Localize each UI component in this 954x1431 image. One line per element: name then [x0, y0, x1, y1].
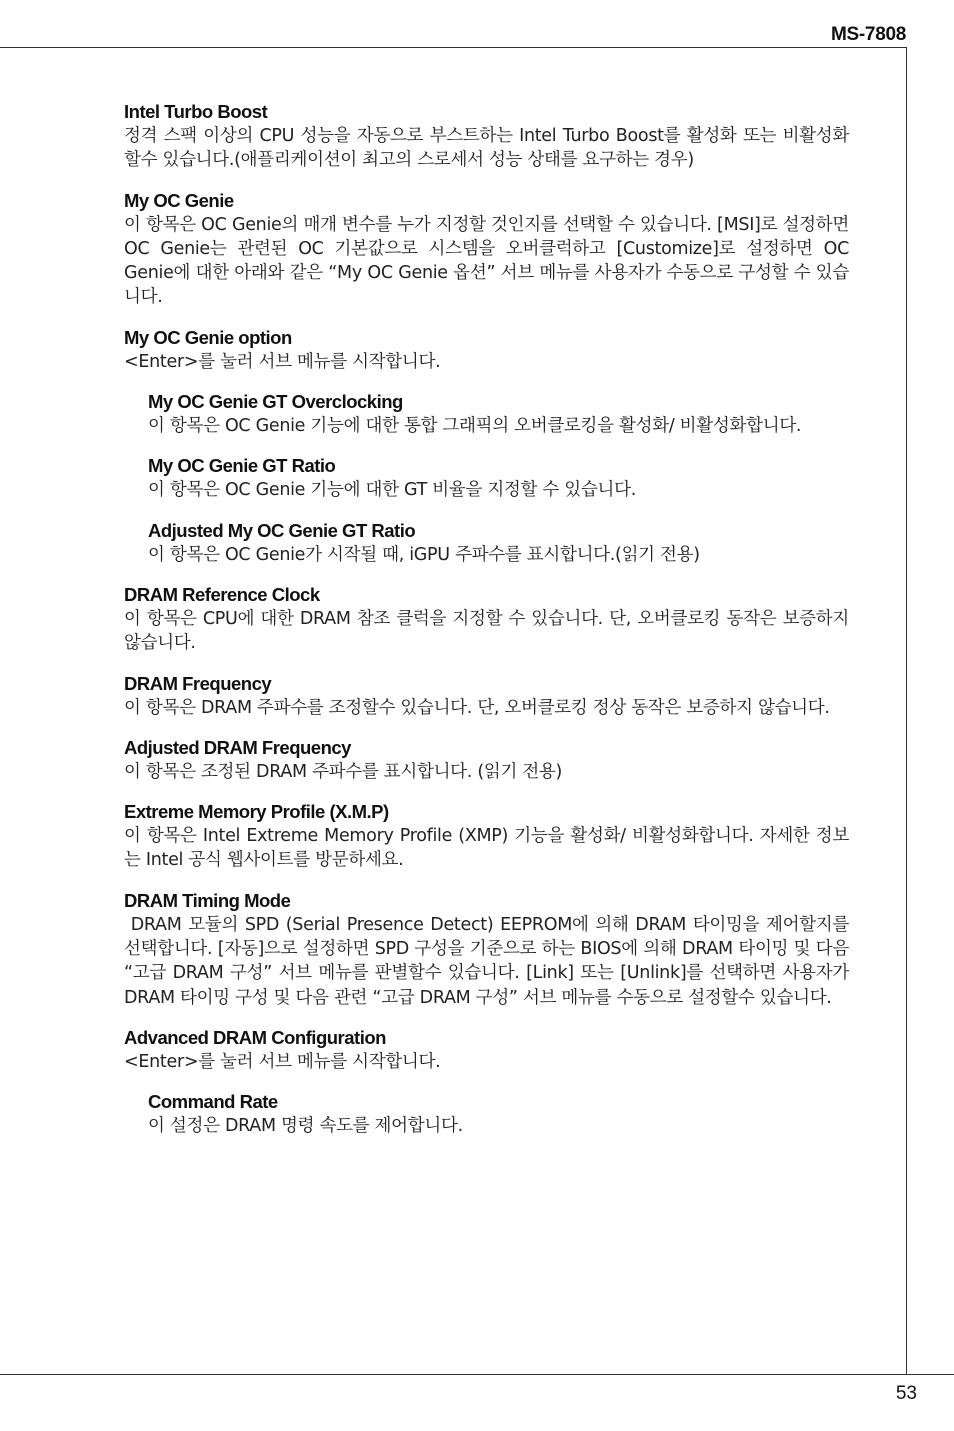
section-body: 이 항목은 CPU에 대한 DRAM 참조 클럭을 지정할 수 있습니다. 단, 오버클로킹 동작은 보증하지 않습니다.: [124, 608, 849, 654]
right-margin-rule: [906, 47, 907, 1374]
section-my-oc-genie: [124, 189, 849, 310]
section-title: Adjusted My OC Genie GT Ratio: [148, 519, 416, 541]
page-number: 53: [895, 1383, 917, 1404]
section-intel-turbo-boost: [124, 100, 849, 173]
section-body: 이 항목은 Intel Extreme Memory Profile (XMP) 기능을 활성화/ 비활성화합니다. 자세한 정보는 Intel 공식 웹사이트를 방문하세요.: [124, 826, 849, 871]
section-body: <Enter>를 눌러 서브 메뉴를 시작합니다.: [124, 1051, 441, 1072]
subsection-adjusted-gt-ratio: [148, 519, 849, 567]
section-body: 정격 스팩 이상의 CPU 성능을 자동으로 부스트하는 Intel Turbo Boost를 활성화 또는 비활성화 할수 있습니다.(애플리케이션이 최고의 스로세서 성능 상태를 요구하는 경우): [124, 126, 849, 171]
manual-model-header: MS-7808: [831, 24, 906, 45]
section-title: Adjusted DRAM Frequency: [124, 736, 351, 758]
section-body: 이 항목은 OC Genie 기능에 대한 GT 비율을 지정할 수 있습니다.: [148, 480, 636, 501]
section-dram-reference-clock: [124, 583, 849, 656]
section-title: My OC Genie GT Overclocking: [148, 391, 403, 413]
section-body: <Enter>를 눌러 서브 메뉴를 시작합니다.: [124, 351, 441, 372]
section-body: 이 설정은 DRAM 명령 속도를 제어합니다.: [148, 1116, 463, 1137]
section-title: Extreme Memory Profile (X.M.P): [124, 801, 389, 823]
footer-rule: [0, 1374, 954, 1375]
section-title: Advanced DRAM Configuration: [124, 1026, 386, 1048]
section-title: DRAM Timing Mode: [124, 889, 291, 911]
manual-content: [124, 100, 860, 1155]
section-dram-frequency: [124, 672, 849, 720]
section-body: 이 항목은 OC Genie 기능에 대한 통합 그래픽의 오버클로킹을 활성화/ 비활성화합니다.: [148, 416, 802, 437]
header-rule: [0, 47, 907, 48]
subsection-gt-ratio: [148, 454, 849, 502]
section-body: 이 항목은 조정된 DRAM 주파수를 표시합니다. (읽기 전용): [124, 761, 563, 782]
section-body: 이 항목은 OC Genie의 매개 변수를 누가 지정할 것인지를 선택할 수 있습니다. [MSI]로 설정하면 OC Genie는 관련된 OC 기본값으로 시스템을 오버클럭하고 [Customize]로 설정하면 OC Genie에 대한 아래와 같은 “My OC Genie 옵션” 서브 메뉴를 사용자가 수동으로 구성할 수 있습니다.: [124, 214, 849, 308]
section-title: Intel Turbo Boost: [124, 101, 268, 122]
section-body: 이 항목은 DRAM 주파수를 조정할수 있습니다. 단, 오버클로킹 정상 동작은 보증하지 않습니다.: [124, 697, 830, 718]
section-adjusted-dram-frequency: [124, 736, 849, 784]
section-body: 이 항목은 OC Genie가 시작될 때, iGPU 주파수를 표시합니다.(읽기 전용): [148, 544, 700, 565]
section-advanced-dram-configuration: [124, 1026, 849, 1074]
subsection-command-rate: [148, 1090, 849, 1138]
subsection-gt-overclocking: [148, 390, 849, 438]
section-title: My OC Genie GT Ratio: [148, 455, 336, 477]
section-title: My OC Genie: [124, 189, 234, 211]
section-my-oc-genie-option: [124, 326, 849, 374]
section-body: DRAM 모듈의 SPD (Serial Presence Detect) EEPROM에 의해 DRAM 타이밍을 제어할지를 선택합니다. [자동]으로 설정하면 SPD 구성을 기준으로 하는 BIOS에 의해 DRAM 타이밍 및 다음 “고급 DRAM 구성” 서브 메뉴를 판별할수 있습니다. [Link] 또는 [Unlink]를 선택하면 사용자가 DRAM 타이밍 구성 및 다음 관련 “고급 DRAM 구성” 서브 메뉴를 수동으로 설정할수 있습니다.: [124, 914, 860, 1008]
section-title: My OC Genie option: [124, 326, 292, 348]
section-dram-timing-mode: [124, 889, 860, 1010]
section-title: Command Rate: [148, 1091, 278, 1113]
section-title: DRAM Frequency: [124, 672, 272, 694]
section-title: DRAM Reference Clock: [124, 583, 320, 605]
section-xmp: [124, 800, 849, 873]
